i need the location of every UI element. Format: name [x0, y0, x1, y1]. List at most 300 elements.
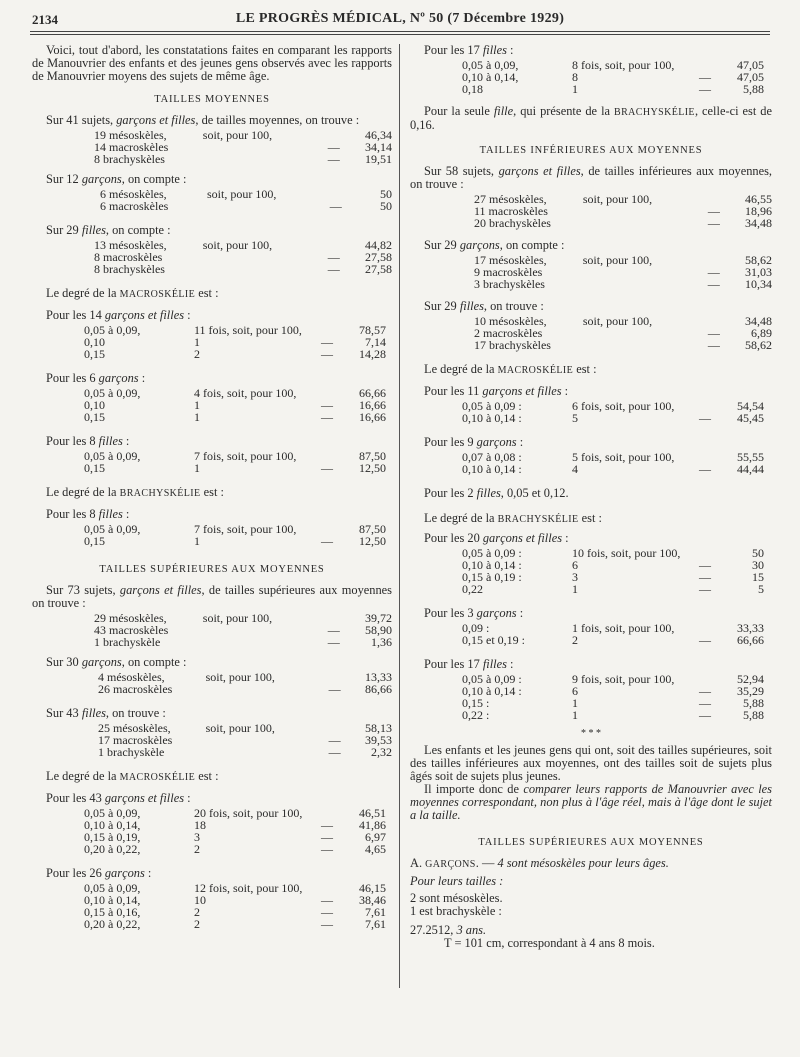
cell-a: 0,05 à 0,09 :	[462, 546, 522, 560]
cell-b: 1 fois, soit, pour 100,	[572, 621, 675, 635]
cell-v: 31,03	[745, 265, 772, 279]
cell-b: 2	[194, 905, 200, 919]
cell-a: 27 mésoskèles,	[474, 192, 547, 206]
cell-d: —	[707, 265, 720, 279]
cell-a: 0,20 à 0,22,	[84, 917, 141, 931]
cell-a: 2 macroskèles	[474, 326, 543, 340]
cell-v: 66,66	[737, 633, 764, 647]
cell-a: 0,15 à 0,16,	[84, 905, 141, 919]
table-row	[94, 636, 392, 648]
cell-v: 13,33	[365, 670, 392, 684]
group-line: Pour les 6 garçons :	[46, 371, 146, 385]
cell-v: 34,48	[745, 314, 772, 328]
cell-v: 27,58	[365, 250, 392, 264]
stat-table	[94, 129, 392, 165]
cell-a: 25 mésoskèles,	[98, 721, 171, 735]
stat-intro: Sur 73 sujets, garçons et filles, de tailles supérieures aux moyennes on trouve :	[32, 583, 392, 610]
table-row	[462, 83, 764, 95]
cell-v: 27,58	[365, 262, 392, 276]
cell-v: 44,44	[737, 462, 764, 476]
conclusion-paragraph: Les enfants et les jeunes gens qui ont, soit des tailles supérieures, soit des tailles inférieures aux moyennes, ont des tailles soit de sujets plus âgés soit de sujets plus jeunes.	[410, 743, 772, 783]
cell-b: 4 fois, soit, pour 100,	[194, 386, 297, 400]
table-row	[474, 278, 772, 290]
cell-b: 1	[194, 461, 200, 475]
cell-a: 8 brachyskèles	[94, 152, 165, 166]
cell-a: 0,15 et 0,19 :	[462, 633, 525, 647]
table-row	[84, 399, 386, 411]
cell-d: —	[699, 633, 711, 647]
degree-line: Le degré de la MACROSKÉLIE est :	[46, 286, 219, 300]
cell-a: 13 mésoskèles,	[94, 238, 167, 252]
cell-d: —	[321, 534, 333, 548]
brachy-count-line: 1 est brachyskèle :	[410, 904, 502, 918]
stat-table	[84, 324, 386, 360]
cell-a: 0,15	[84, 347, 105, 361]
cell-a: 0,18	[462, 82, 483, 96]
table-row	[462, 463, 764, 475]
section-heading-superieures: TAILLES SUPÉRIEURES AUX MOYENNES	[99, 564, 325, 575]
cell-b: 11 fois, soit, pour 100,	[194, 323, 302, 337]
cell-b: 4	[572, 462, 578, 476]
group-line: Pour les 26 garçons :	[46, 866, 152, 880]
cell-b: 2	[194, 842, 200, 856]
garcons-line: A. GARÇONS. — 4 sont mésoskèles pour leurs âges.	[410, 856, 669, 870]
cell-a: 0,05 à 0,09 :	[462, 399, 522, 413]
cell-d: —	[699, 411, 711, 425]
cell-v: 33,33	[737, 621, 764, 635]
stat-intro: Sur 41 sujets, garçons et filles, de tailles moyennes, on trouve :	[46, 113, 360, 127]
cell-a: 11 macroskèles	[474, 204, 548, 218]
cell-v: 39,72	[365, 611, 392, 625]
stat-table	[98, 722, 392, 758]
meso-count-line: 2 sont mésoskèles.	[410, 891, 503, 905]
cell-a: 0,05 à 0,09,	[84, 881, 141, 895]
stat-table	[462, 547, 764, 595]
cell-v: 18,96	[745, 204, 772, 218]
cell-v: 50	[752, 546, 764, 560]
cell-a: 6 macroskèles	[100, 199, 169, 213]
cell-v: 7,14	[365, 335, 386, 349]
stat-intro: Sur 43 filles, on trouve :	[46, 706, 166, 720]
table-row	[462, 697, 764, 709]
cell-v: 58,13	[365, 721, 392, 735]
cell-b: soit, pour 100,	[205, 721, 275, 735]
cell-d: —	[328, 745, 341, 759]
cell-d: —	[699, 684, 711, 698]
table-row	[474, 339, 772, 351]
cell-v: 16,66	[359, 410, 386, 424]
cell-b: soit, pour 100,	[202, 611, 273, 625]
cell-b: soit, pour 100,	[206, 187, 277, 201]
cell-b: 1	[572, 82, 578, 96]
cell-d: —	[321, 347, 333, 361]
cell-d: —	[327, 262, 340, 276]
cell-v: 39,53	[365, 733, 392, 747]
cell-b	[206, 683, 321, 695]
table-row	[94, 153, 392, 165]
stat-table	[84, 450, 386, 474]
cell-v: 6,97	[365, 830, 386, 844]
cell-v: 78,57	[359, 323, 386, 337]
cell-b	[583, 327, 699, 339]
stat-table	[462, 622, 764, 646]
section-heading-moyennes: TAILLES MOYENNES	[154, 94, 270, 105]
group-line: Pour les 2 filles, 0,05 et 0,12.	[424, 486, 569, 500]
cell-v: 44,82	[365, 238, 392, 252]
cell-b: 9 fois, soit, pour 100,	[572, 672, 675, 686]
stat-table	[84, 387, 386, 423]
column-divider	[399, 44, 400, 988]
cell-a: 0,07 à 0,08 :	[462, 450, 522, 464]
cell-b	[203, 263, 319, 275]
cell-a: 0,15	[84, 534, 105, 548]
table-row	[462, 583, 764, 595]
cell-a: 1 brachyskèle	[98, 745, 165, 759]
stat-table	[462, 59, 764, 95]
leurs-tailles-line: Pour leurs tailles :	[410, 874, 504, 888]
cell-v: 14,28	[359, 347, 386, 361]
stat-table	[462, 400, 764, 424]
group-line: Pour les 20 garçons et filles :	[424, 531, 569, 545]
cell-v: 4,65	[365, 842, 386, 856]
section-heading-superieures-2: TAILLES SUPÉRIEURES AUX MOYENNES	[478, 837, 704, 848]
header-rule-bottom	[30, 34, 770, 35]
cell-d: —	[699, 462, 711, 476]
table-row	[98, 746, 392, 758]
cell-a: 0,05 à 0,09,	[84, 386, 141, 400]
cell-a: 0,15 à 0,19 :	[462, 570, 522, 584]
table-row	[462, 71, 764, 83]
cell-b	[583, 205, 699, 217]
cell-b: 10	[194, 893, 206, 907]
cell-a: 0,15 à 0,19,	[84, 830, 141, 844]
cell-b: 3	[194, 830, 200, 844]
group-line: Pour les 3 garçons :	[424, 606, 524, 620]
stat-table	[94, 612, 392, 648]
case-line: 27.2512, 3 ans.	[410, 923, 487, 937]
stat-table	[84, 807, 386, 855]
conclusion-paragraph-2: Il importe donc de comparer leurs rapports de Manouvrier avec les moyennes correspondant, non plus à l'âge réel, mais à l'âge dont le sujet a la taille.	[410, 782, 772, 822]
table-row	[84, 918, 386, 930]
case-stature-line: T = 101 cm, correspondant à 4 ans 8 mois.	[444, 936, 655, 950]
group-line: Pour les 8 filles :	[46, 507, 130, 521]
left-column	[32, 44, 392, 930]
cell-v: 47,05	[737, 70, 764, 84]
cell-b: 2	[572, 633, 578, 647]
cell-b: 5	[572, 411, 578, 425]
table-row	[84, 348, 386, 360]
stat-intro: Sur 29 garçons, on compte :	[424, 238, 565, 252]
cell-a: 0,05 à 0,09,	[84, 522, 141, 536]
cell-a: 19 mésoskèles,	[94, 128, 167, 142]
cell-v: 34,48	[745, 216, 772, 230]
stat-table	[98, 671, 392, 695]
cell-v: 16,66	[359, 398, 386, 412]
cell-d: —	[321, 893, 333, 907]
table-row	[462, 571, 764, 583]
cell-a: 17 mésoskèles,	[474, 253, 547, 267]
cell-a: 4 mésoskèles,	[98, 670, 165, 684]
cell-a: 0,22 :	[462, 708, 490, 722]
table-row	[462, 685, 764, 697]
cell-d: —	[699, 570, 711, 584]
cell-a: 0,10 à 0,14 :	[462, 411, 522, 425]
degree-line: Le degré de la MACROSKÉLIE est :	[46, 769, 219, 783]
cell-b: soit, pour 100,	[582, 314, 653, 328]
cell-b: 1	[194, 398, 200, 412]
cell-v: 87,50	[359, 449, 386, 463]
cell-v: 86,66	[365, 682, 392, 696]
right-column	[410, 44, 772, 950]
cell-a: 3 brachyskèles	[474, 277, 545, 291]
cell-b: 6 fois, soit, pour 100,	[572, 399, 675, 413]
cell-a: 0,10 à 0,14,	[84, 893, 141, 907]
cell-a: 0,05 à 0,09,	[84, 323, 141, 337]
cell-d: —	[328, 733, 341, 747]
cell-d: —	[699, 70, 711, 84]
degree-line: Le degré de la BRACHYSKÉLIE est :	[46, 485, 224, 499]
cell-v: 58,90	[365, 623, 392, 637]
cell-v: 34,14	[365, 140, 392, 154]
cell-v: 41,86	[359, 818, 386, 832]
cell-d: —	[327, 623, 340, 637]
cell-v: 5,88	[743, 696, 764, 710]
stat-table	[84, 882, 386, 930]
page-number: 2134	[32, 12, 58, 27]
cell-v: 12,50	[359, 461, 386, 475]
stat-table	[462, 673, 764, 721]
cell-a: 0,09 :	[462, 621, 490, 635]
cell-b: 1	[572, 582, 578, 596]
group-line: Pour les 43 garçons et filles :	[46, 791, 191, 805]
table-row	[98, 683, 392, 695]
group-line: Pour les 8 filles :	[46, 434, 130, 448]
cell-a: 0,10 à 0,14,	[84, 818, 141, 832]
cell-a: 0,15	[84, 461, 105, 475]
cell-v: 45,45	[737, 411, 764, 425]
cell-b	[203, 624, 319, 636]
cell-v: 6,89	[751, 326, 772, 340]
table-row	[84, 450, 386, 462]
cell-d: —	[699, 582, 711, 596]
cell-b: 12 fois, soit, pour 100,	[194, 881, 303, 895]
cell-a: 26 macroskèles	[98, 682, 173, 696]
cell-d: —	[707, 204, 720, 218]
cell-b: 7 fois, soit, pour 100,	[194, 449, 297, 463]
cell-d: —	[699, 82, 711, 96]
cell-v: 66,66	[359, 386, 386, 400]
cell-a: 8 macroskèles	[94, 250, 163, 264]
stat-intro: Sur 58 sujets, garçons et filles, de tailles inférieures aux moyennes, on trouve :	[410, 164, 773, 191]
cell-b: 3	[572, 570, 578, 584]
cell-a: 6 mésoskèles,	[100, 187, 167, 201]
cell-d: —	[328, 682, 341, 696]
header-rule-top	[30, 31, 770, 32]
degree-line: Le degré de la MACROSKÉLIE est :	[424, 362, 597, 376]
table-row	[84, 387, 386, 399]
cell-a: 0,15	[84, 410, 105, 424]
cell-v: 52,94	[737, 672, 764, 686]
group-line: Pour les 17 filles :	[424, 657, 514, 671]
cell-a: 29 mésoskèles,	[94, 611, 167, 625]
table-row	[84, 324, 386, 336]
cell-v: 1,36	[371, 635, 392, 649]
cell-b: 20 fois, soit, pour 100,	[194, 806, 303, 820]
cell-b: soit, pour 100,	[202, 128, 273, 142]
table-row	[94, 263, 392, 275]
cell-b: 6	[572, 558, 578, 572]
cell-b: 7 fois, soit, pour 100,	[194, 522, 297, 536]
cell-d: —	[321, 818, 333, 832]
cell-a: 0,05 à 0,09,	[84, 449, 141, 463]
cell-b: soit, pour 100,	[202, 238, 273, 252]
stat-table	[100, 188, 392, 212]
cell-v: 55,55	[737, 450, 764, 464]
cell-d: —	[321, 842, 333, 856]
cell-d: —	[699, 708, 711, 722]
stat-intro: Sur 29 filles, on trouve :	[424, 299, 544, 313]
cell-d: —	[699, 696, 711, 710]
degree-line: Le degré de la BRACHYSKÉLIE est :	[424, 511, 602, 525]
table-row	[84, 535, 386, 547]
cell-a: 0,10 à 0,14 :	[462, 684, 522, 698]
cell-a: 9 macroskèles	[474, 265, 543, 279]
cell-a: 0,10 à 0,14 :	[462, 462, 522, 476]
cell-a: 8 brachyskèles	[94, 262, 165, 276]
cell-a: 10 mésoskèles,	[474, 314, 547, 328]
running-header	[30, 8, 770, 30]
cell-a: 0,05 à 0,09,	[462, 58, 519, 72]
cell-b: 2	[194, 917, 200, 931]
cell-b	[583, 266, 699, 278]
cell-b: 1	[572, 696, 578, 710]
cell-v: 46,51	[359, 806, 386, 820]
cell-d: —	[707, 216, 720, 230]
cell-b	[207, 200, 321, 212]
cell-v: 58,62	[745, 338, 772, 352]
cell-a: 14 macroskèles	[94, 140, 169, 154]
cell-d: —	[707, 326, 720, 340]
cell-b: 2	[194, 347, 200, 361]
table-row	[462, 634, 764, 646]
cell-b	[203, 141, 319, 153]
cell-v: 7,61	[365, 905, 386, 919]
stat-table	[94, 239, 392, 275]
stat-intro: Sur 12 garçons, on compte :	[46, 172, 187, 186]
cell-d: —	[321, 830, 333, 844]
cell-b: 5 fois, soit, pour 100,	[572, 450, 675, 464]
cell-b: 1	[572, 708, 578, 722]
cell-d: —	[321, 905, 333, 919]
cell-v: 58,62	[745, 253, 772, 267]
cell-v: 30	[752, 558, 764, 572]
cell-v: 50	[380, 199, 392, 213]
cell-v: 12,50	[359, 534, 386, 548]
stat-table	[474, 315, 772, 351]
cell-b	[203, 636, 319, 648]
cell-d: —	[707, 277, 720, 291]
stat-intro: Sur 30 garçons, on compte :	[46, 655, 187, 669]
stat-table	[474, 193, 772, 229]
table-row	[84, 411, 386, 423]
cell-d: —	[321, 398, 333, 412]
cell-b	[583, 278, 699, 290]
cell-v: 15	[752, 570, 764, 584]
asterism: * * *	[581, 728, 601, 739]
cell-a: 17 brachyskèles	[474, 338, 551, 352]
cell-d: —	[327, 140, 340, 154]
cell-b	[203, 251, 319, 263]
cell-b: soit, pour 100,	[582, 192, 653, 206]
cell-d: —	[327, 152, 340, 166]
cell-a: 0,15 :	[462, 696, 490, 710]
table-row	[462, 412, 764, 424]
cell-b	[583, 339, 699, 351]
cell-v: 5	[758, 582, 764, 596]
single-girl-line: Pour la seule fille, qui présente de la BRACHYSKÉLIE, celle-ci est de 0,16.	[410, 104, 772, 132]
cell-v: 10,34	[745, 277, 772, 291]
cell-a: 0,05 à 0,09 :	[462, 672, 522, 686]
cell-v: 38,46	[359, 893, 386, 907]
cell-b: soit, pour 100,	[582, 253, 653, 267]
cell-v: 19,51	[365, 152, 392, 166]
cell-b: 18	[194, 818, 206, 832]
cell-d: —	[321, 461, 333, 475]
cell-a: 1 brachyskèle	[94, 635, 161, 649]
table-row	[474, 217, 772, 229]
table-row	[84, 843, 386, 855]
cell-d: —	[327, 635, 340, 649]
running-title: LE PROGRÈS MÉDICAL, Nº 50 (7 Décembre 1929)	[235, 11, 565, 26]
cell-b: 1	[194, 534, 200, 548]
cell-d: —	[321, 917, 333, 931]
group-line: Pour les 9 garçons :	[424, 435, 524, 449]
cell-v: 54,54	[737, 399, 764, 413]
cell-v: 87,50	[359, 522, 386, 536]
cell-v: 5,88	[743, 708, 764, 722]
cell-b: 8 fois, soit, pour 100,	[572, 58, 675, 72]
cell-a: 20 brachyskèles	[474, 216, 551, 230]
cell-d: —	[321, 335, 333, 349]
cell-a: 0,10	[84, 398, 105, 412]
intro-paragraph: Voici, tout d'abord, les constatations faites en comparant les rapports de Manouvrier des enfants et des jeunes gens observés avec les rapports de Manouvrier moyens des sujets de même âge.	[32, 43, 392, 83]
cell-a: 0,20 à 0,22,	[84, 842, 141, 856]
cell-d: —	[699, 558, 711, 572]
cell-v: 35,29	[737, 684, 764, 698]
cell-d: —	[329, 199, 342, 213]
cell-d: —	[707, 338, 720, 352]
table-row	[100, 200, 392, 212]
cell-b	[203, 153, 319, 165]
table-row	[84, 523, 386, 535]
cell-b: 10 fois, soit, pour 100,	[572, 546, 681, 560]
cell-v: 50	[380, 187, 392, 201]
cell-v: 47,05	[737, 58, 764, 72]
cell-a: 0,10	[84, 335, 105, 349]
cell-v: 5,88	[743, 82, 764, 96]
cell-a: 43 macroskèles	[94, 623, 169, 637]
section-heading-inferieures: TAILLES INFÉRIEURES AUX MOYENNES	[479, 145, 703, 156]
cell-b: soit, pour 100,	[205, 670, 275, 684]
group-line: Pour les 11 garçons et filles :	[424, 384, 569, 398]
cell-v: 2,32	[371, 745, 392, 759]
stat-intro: Sur 29 filles, on compte :	[46, 223, 171, 237]
cell-a: 17 macroskèles	[98, 733, 173, 747]
cell-b: 6	[572, 684, 578, 698]
cell-b	[206, 734, 321, 746]
cell-a: 0,22	[462, 582, 483, 596]
group-line: Pour les 17 filles :	[424, 43, 514, 57]
